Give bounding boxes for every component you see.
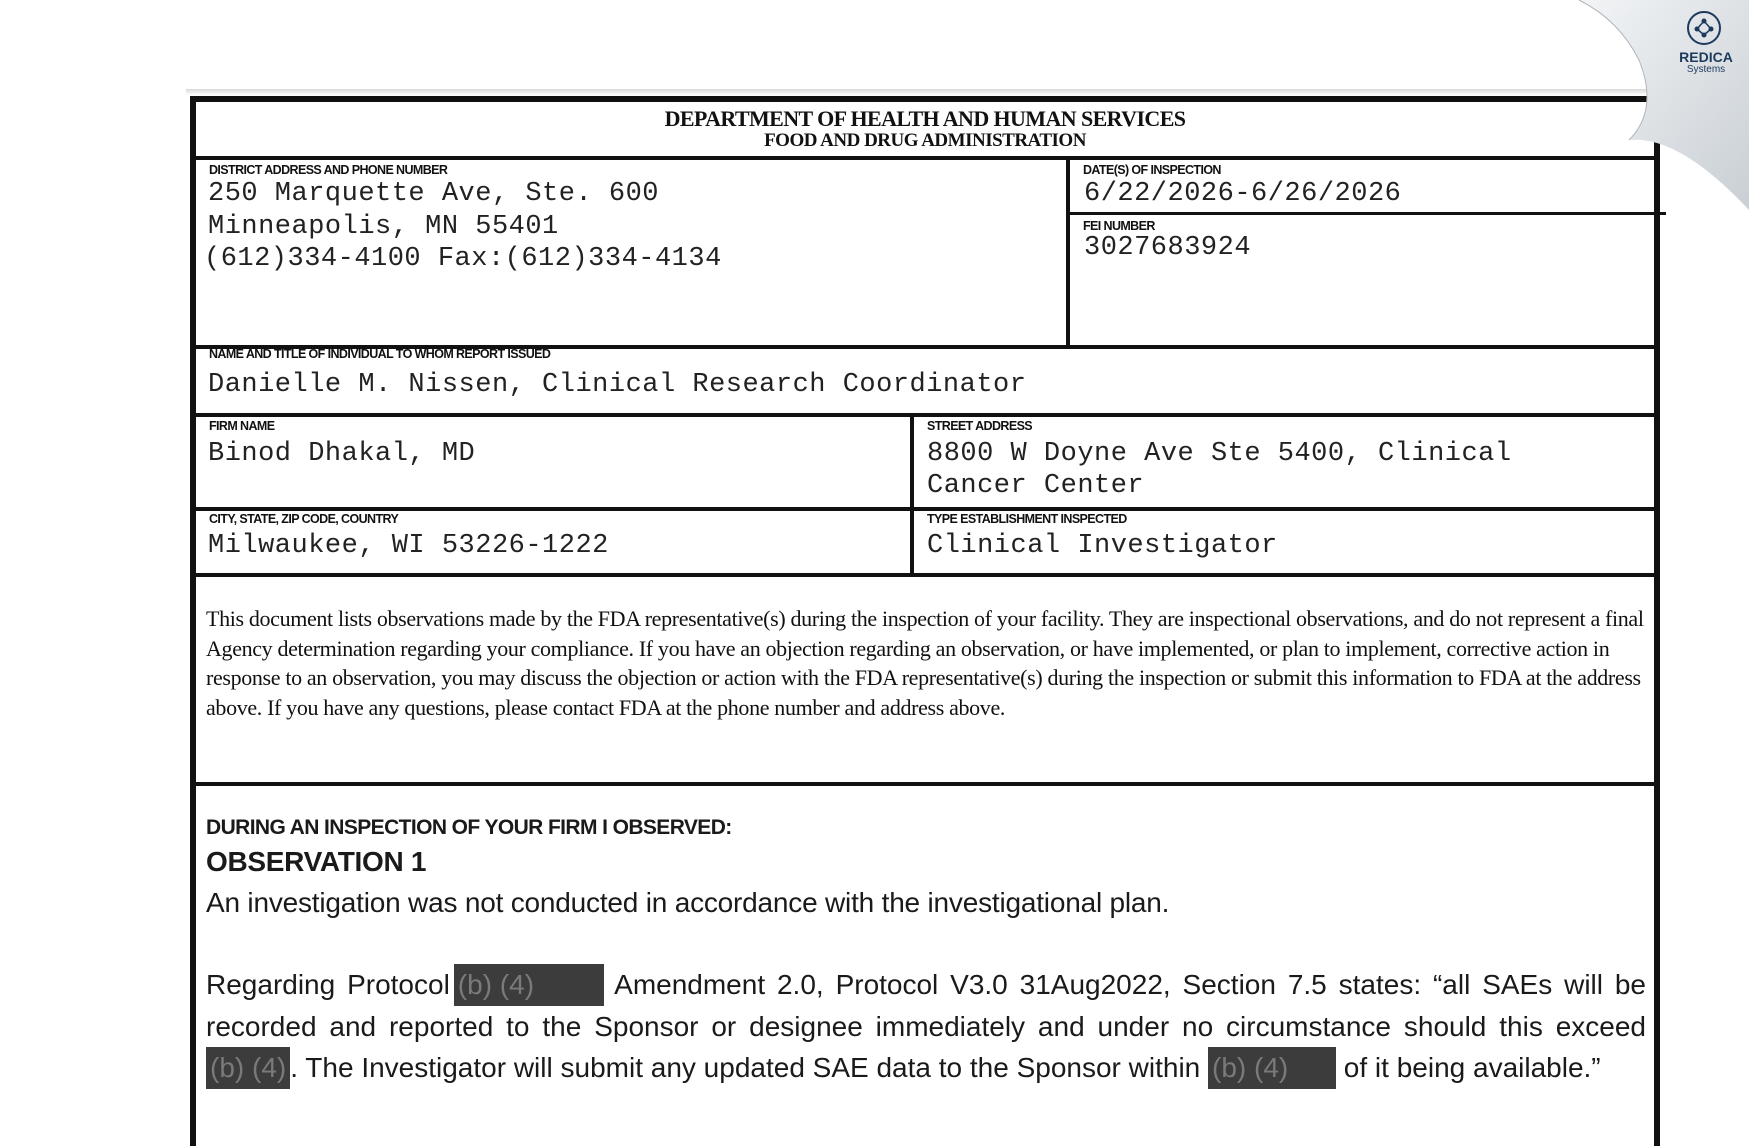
department-title: DEPARTMENT OF HEALTH AND HUMAN SERVICES — [664, 106, 1186, 131]
firm-name: Binod Dhakal, MD — [208, 439, 476, 469]
dates-fei-divider — [1066, 212, 1666, 215]
inspection-dates: 6/22/2026-6/26/2026 — [1084, 179, 1402, 209]
district-dates-divider — [1066, 156, 1070, 345]
header-divider — [196, 156, 1654, 160]
district-address-line1: 250 Marquette Ave, Ste. 600 — [208, 179, 659, 209]
redica-brand-text: REDICA — [1679, 49, 1733, 65]
district-label: DISTRICT ADDRESS AND PHONE NUMBER — [209, 163, 448, 177]
firm-top-divider — [196, 413, 1654, 417]
redica-subtitle: Systems — [1686, 64, 1726, 75]
fda-483-form — [190, 96, 1660, 1146]
district-phone-fax: (612)334-4100 Fax:(612)334-4134 — [204, 244, 722, 274]
establishment-type: Clinical Investigator — [927, 531, 1278, 561]
obs-body-part3: . The Investigator will submit any updated SAE data to the Sponsor within — [290, 1052, 1201, 1083]
redica-logo-icon — [1685, 9, 1723, 47]
district-address-line2: Minneapolis, MN 55401 — [208, 212, 559, 242]
street-address-line1: 8800 W Doyne Ave Ste 5400, Clinical — [927, 439, 1512, 469]
redaction-box: (b) (4) — [1208, 1047, 1336, 1089]
obs-body-part2: Amendment 2.0, Protocol V3.0 31Aug2022, Section 7.5 states: “all SAEs will be recorded and reported to the Sponsor or designee immediately and under no circumstance should this exceed — [206, 969, 1647, 1042]
redaction-box: (b) (4) — [454, 964, 604, 1006]
recipient-name-title: Danielle M. Nissen, Clinical Research Coordinator — [208, 370, 1027, 400]
disclaimer-text: This document lists observations made by the FDA representative(s) during the inspection of your facility. They are inspectional observations, and do not represent a final Agency determination regarding your compliance. If you have an objection regarding an observation, or have implemented, or plan to implement, corrective action in response to an observation, you may discuss the objection or action with the FDA representative(s) during the inspection or submit this information to FDA at the address above. If you have any questions, please contact FDA at the phone number and address above. — [206, 606, 1644, 720]
street-address-line2: Cancer Center — [927, 471, 1145, 501]
observations-heading: DURING AN INSPECTION OF YOUR FIRM I OBSERVED: — [206, 816, 732, 839]
observations-top-divider — [196, 782, 1654, 786]
obs-body-part4: of it being available.” — [1343, 1052, 1601, 1083]
city-label: CITY, STATE, ZIP CODE, COUNTRY — [209, 512, 399, 526]
dates-label: DATE(S) OF INSPECTION — [1083, 163, 1221, 177]
city-top-divider — [196, 507, 1654, 511]
redaction-box: (b) (4) — [206, 1047, 290, 1089]
redica-watermark — [1549, 0, 1749, 210]
page-edge-shadow — [186, 89, 1666, 95]
observation-1-body — [206, 964, 1646, 1089]
firm-name-label: FIRM NAME — [209, 419, 275, 433]
fei-number: 3027683924 — [1084, 233, 1252, 263]
establishment-type-label: TYPE ESTABLISHMENT INSPECTED — [927, 512, 1127, 526]
agency-title: FOOD AND DRUG ADMINISTRATION — [764, 130, 1086, 151]
fei-label: FEI NUMBER — [1083, 219, 1155, 233]
city-state-zip: Milwaukee, WI 53226-1222 — [208, 531, 609, 561]
obs-body-part1: Regarding Protocol — [206, 969, 450, 1000]
observation-1-summary: An investigation was not conducted in accordance with the investigational plan. — [206, 887, 1170, 918]
observation-1-title: OBSERVATION 1 — [206, 846, 427, 877]
disclaimer-top-divider — [196, 573, 1654, 577]
recipient-label: NAME AND TITLE OF INDIVIDUAL TO WHOM REPORT ISSUED — [209, 347, 551, 361]
street-label: STREET ADDRESS — [927, 419, 1033, 433]
firm-street-divider — [910, 413, 914, 577]
